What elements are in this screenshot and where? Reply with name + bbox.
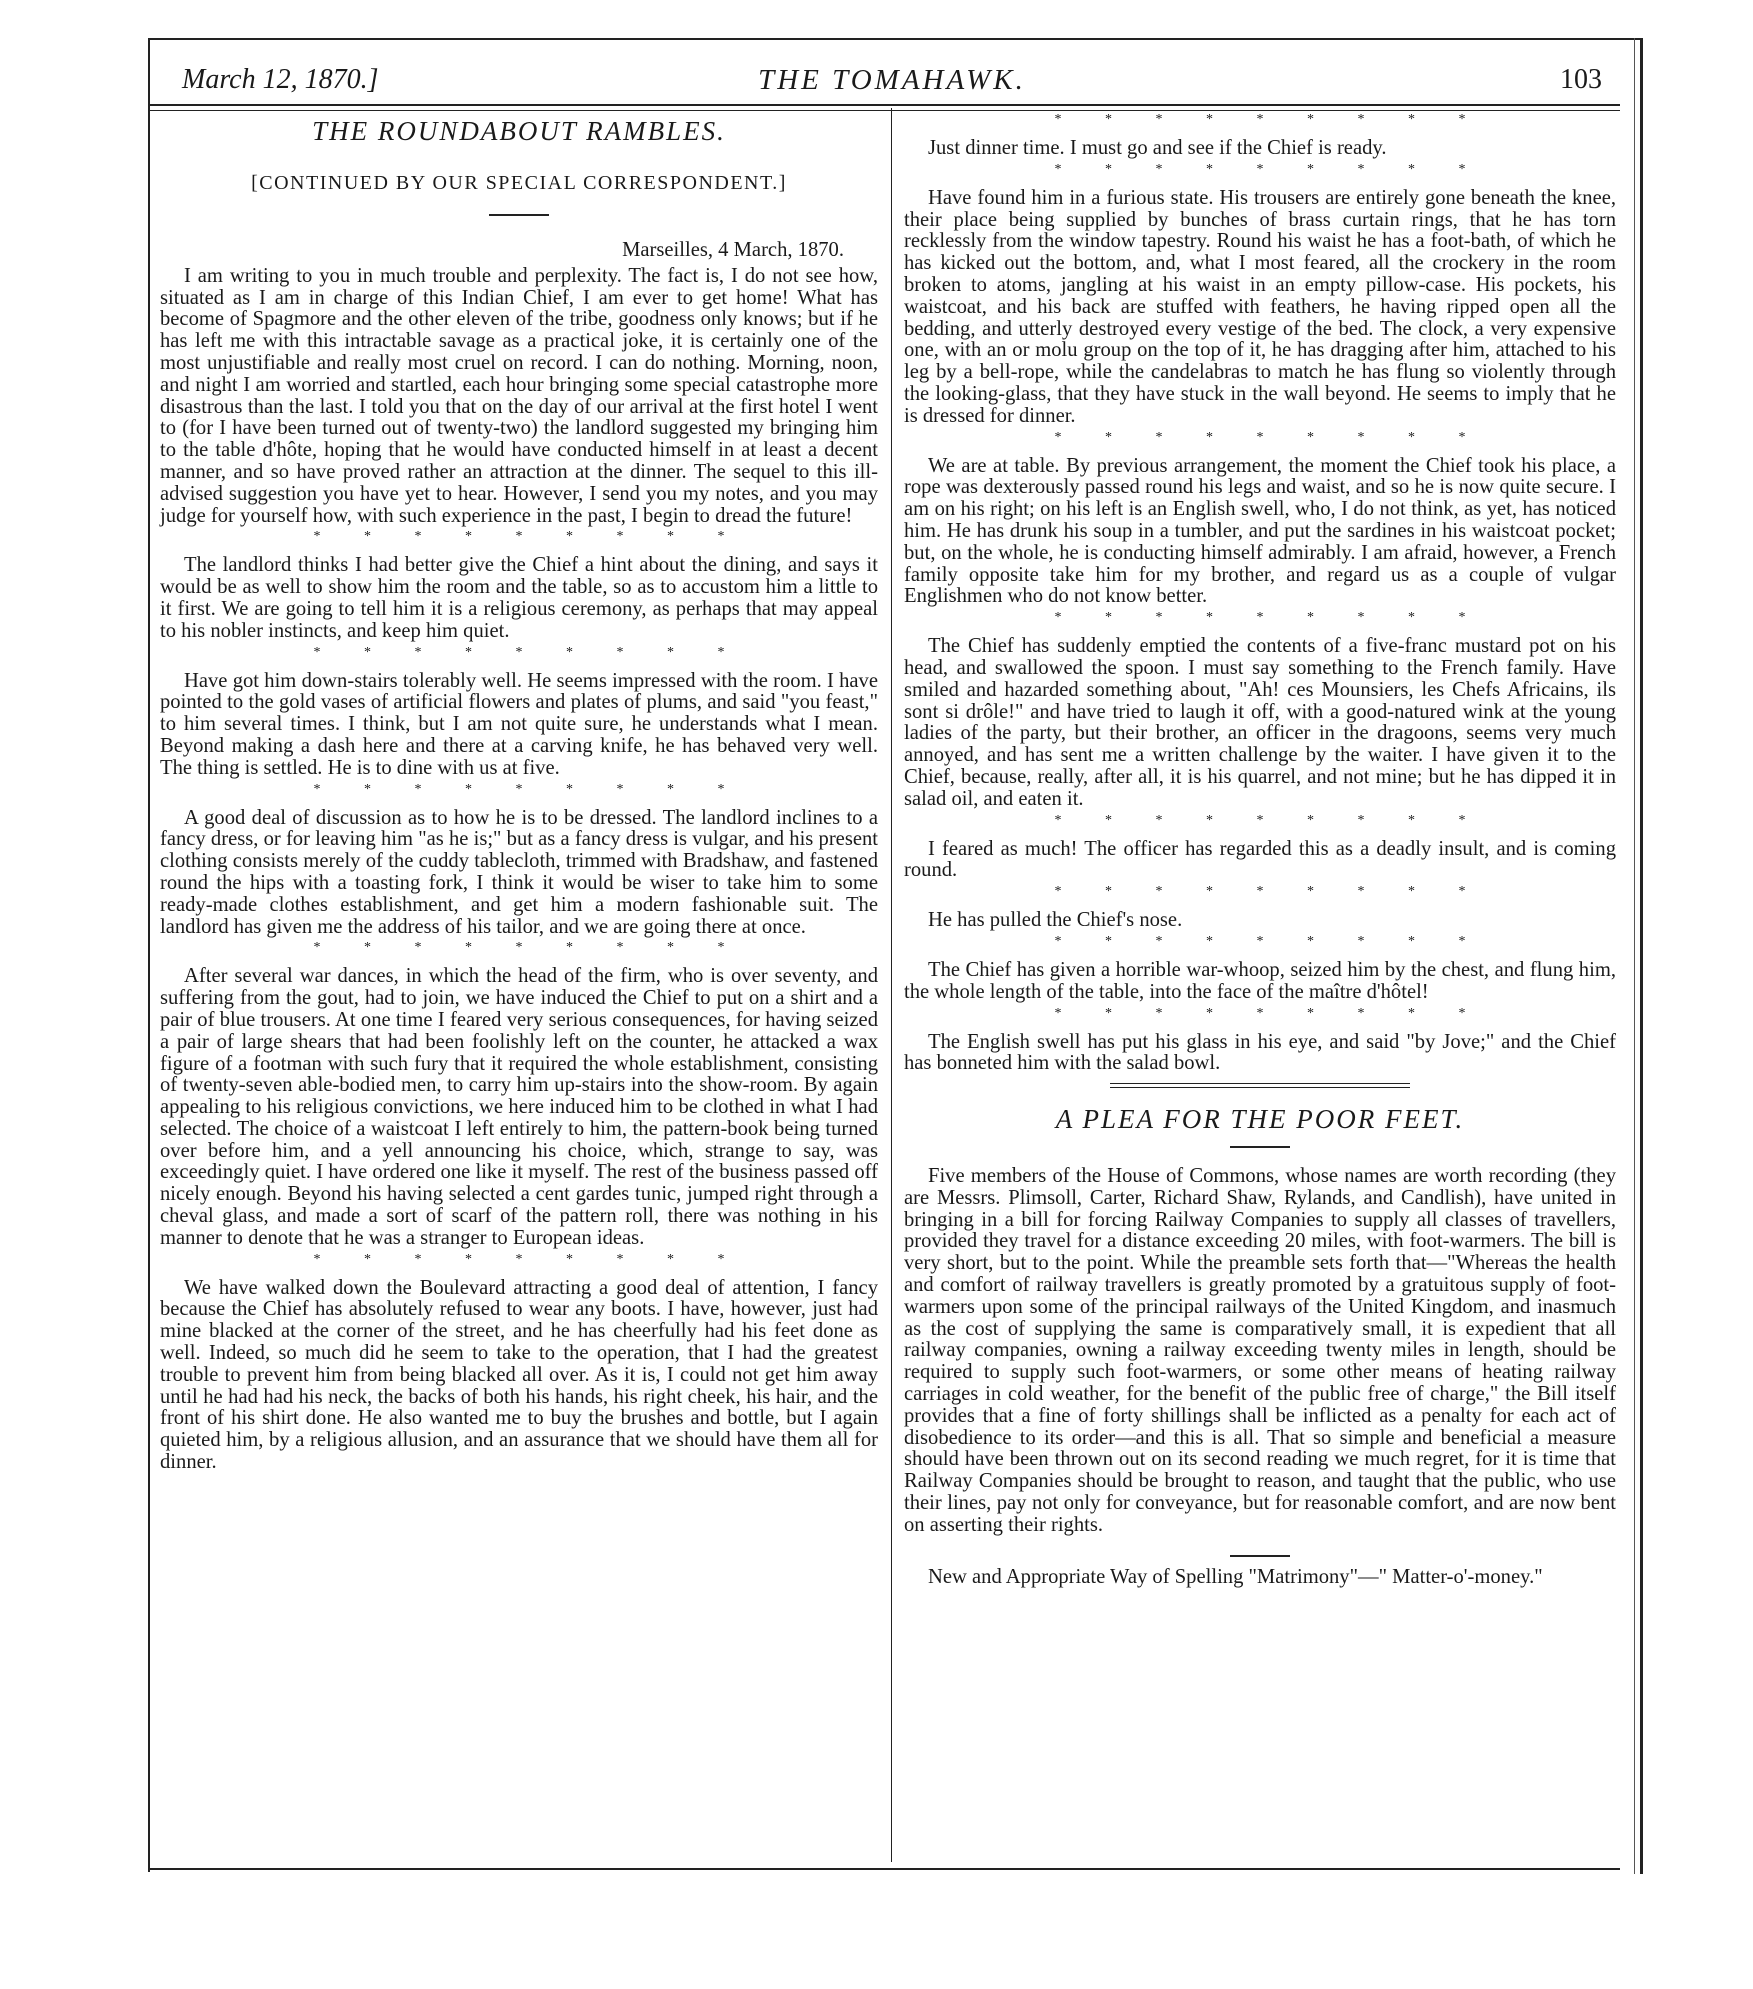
column-divider [891, 108, 892, 1862]
page-header [182, 60, 1602, 100]
masthead: THE TOMAHAWK. [758, 64, 1026, 96]
top-border [148, 38, 1643, 40]
paragraph: We are at table. By previous arrangement, the moment the Chief took his place, a rope was dexterously passed round his legs and waist, and so he is now quite secure. I am on his right; on his left is an English swell, who, I do not think, as yet, has noticed him. He has drunk his soup in a tumbler, and put the sardines in his waistcoat pocket; but, on the whole, he is conducting himself admirably. I am afraid, however, a French family opposite take him for my brother, and regard us as a couple of vulgar Englishmen who do not know better. [904, 454, 1616, 608]
paragraph: Just dinner time. I must go and see if the Chief is ready. [928, 137, 1387, 159]
paragraph: The English swell has put his glass in his eye, and said "by Jove;" and the Chief has bonneted him with the salad bowl. [904, 1030, 1616, 1075]
issue-date: March 12, 1870.] [182, 64, 379, 95]
section-break: * * * * * * * * * [313, 1251, 725, 1267]
paragraph: I am writing to you in much trouble and perplexity. The fact is, I do not see how, situated as I am in charge of this Indian Chief, I am ever to get home! What has become of Spagmore and the other eleven of the tribe, goodness only knows; but if he has left me with this intractable savage as a practical joke, it is certainly one of the most unjustifiable and really most cruel on record. I can do nothing. Morning, noon, and night I am worried and startled, each hour bringing some special catastrophe more disastrous than the last. I told you that on the day of our arrival at the first hotel I went to (for I have been turned out of twenty-two) the landlord suggested my bringing him to the table d'hôte, hoping that he would have conducted himself in at least a decent manner, and so have proved rather an attraction at the dinner. The sequel to this ill-advised suggestion you have yet to hear. However, I send you my notes, and you may judge for yourself how, with such experience in the past, I begin to dread the future! [160, 264, 878, 527]
article-title: A PLEA FOR THE POOR FEET. [1055, 1104, 1465, 1135]
section-break: * * * * * * * * * [1054, 161, 1466, 177]
section-break: * * * * * * * * * [313, 644, 725, 660]
section-break: * * * * * * * * * [1054, 933, 1466, 949]
right-column [904, 110, 1616, 1588]
paragraph: The Chief has given a horrible war-whoop, seized him by the chest, and flung him, the whole length of the table, into the face of the maître d'hôtel! [904, 958, 1616, 1003]
paragraph: He has pulled the Chief's nose. [928, 909, 1183, 932]
article-separator [1110, 1083, 1410, 1088]
left-column [160, 110, 878, 1474]
dateline: Marseilles, 4 March, 1870. [622, 239, 844, 261]
newspaper-page [148, 38, 1643, 1878]
paragraph: The landlord thinks I had better give the Chief a hint about the dining, and says it would be as well to show him the room and the table, so as to accustom him a little to it first. We are going to tell him it is a religious ceremony, as perhaps that may appeal to his nobler instincts, and keep him quiet. [160, 554, 878, 642]
section-break: * * * * * * * * * [1054, 610, 1466, 626]
article-title: THE ROUNDABOUT RAMBLES. [312, 116, 726, 146]
left-border [148, 38, 150, 1872]
article-subtitle: [CONTINUED BY OUR SPECIAL CORRESPONDENT.] [251, 172, 787, 194]
section-break: * * * * * * * * * [1054, 1005, 1466, 1021]
right-inner-border [1634, 38, 1635, 1874]
paragraph: We have walked down the Boulevard attracting a good deal of attention, I fancy because the Chief has absolutely refused to wear any boots. I have, however, just had mine blacked at the corner of the street, and he has cheerfully had his feet done as well. Indeed, so much did he seem to take to the operation, that I had the greatest trouble to prevent him from being blacked all over. As it is, I could not get him away until he had had his neck, the backs of both his hands, his right cheek, his hair, and the front of his shirt done. He also wanted me to buy the brushes and bottle, but I again quieted him, by a religious allusion, and an assurance that we should have them all for dinner. [160, 1276, 878, 1474]
section-break: * * * * * * * * * [313, 781, 725, 797]
paragraph: I feared as much! The officer has regarded this as a deadly insult, and is coming round. [904, 837, 1616, 882]
section-rule [1230, 1555, 1290, 1557]
paragraph: The Chief has suddenly emptied the contents of a five-franc mustard pot on his head, and swallowed the spoon. I must say something to the French family. Have smiled and hazarded something about, "Ah! ces Mounsiers, les Chefs Africains, ils sont si drôle!" and have tried to laugh it off, with a good-natured wink at the young ladies of the party, but their brother, an officer in the dragoons, seems very much annoyed, and has sent me a written challenge by the waiter. I have given it to the Chief, because, really, after all, it is his quarrel, and not mine; but he has dipped it in salad oil, and eaten it. [904, 635, 1616, 810]
paragraph: A good deal of discussion as to how he is to be dressed. The landlord inclines to a fancy dress, or for leaving him "as he is;" but as a fancy dress is vulgar, and his present clothing consists merely of the cuddy tablecloth, trimmed with Bradshaw, and fastened round the hips with a toasting fork, I think it would be wiser to take him to some ready-made clothes establishment, and get him a modern fashionable suit. The landlord has given me the address of his tailor, and we are going there at once. [160, 806, 878, 938]
right-border [1640, 38, 1643, 1874]
section-break: * * * * * * * * * [313, 940, 725, 956]
section-break: * * * * * * * * * [1054, 429, 1466, 445]
section-rule [489, 214, 549, 216]
section-break: * * * * * * * * * [1054, 812, 1466, 828]
paragraph: After several war dances, in which the head of the firm, who is over seventy, and suffering from the gout, had to join, we have induced the Chief to put on a shirt and a pair of blue trousers. At one time I feared very serious consequences, for having seized a pair of large shears that had been foolishly left on the counter, he attacked a wax figure of a footman with such fury that it required the whole establishment, consisting of twenty-seven able-bodied men, to carry him up-stairs into the show-room. By again appealing to his religious convictions, we here induced him to be clothed in what I had selected. The choice of a waistcoat I left entirely to him, the pattern-book being turned over before him, and a yell announcing his choice, which, strange to say, was exceedingly quiet. I have ordered one like it myself. The rest of the business passed off nicely enough. Beyond his having selected a cent gardes tunic, jumped right through a cheval glass, and made a sort of scarf of the pattern roll, there was nothing in his manner to denote that he was a stranger to European ideas. [160, 965, 878, 1249]
section-break: * * * * * * * * * [1054, 884, 1466, 900]
section-rule [1230, 1146, 1290, 1148]
page-number: 103 [1560, 64, 1602, 95]
paragraph: Five members of the House of Commons, whose names are worth recording (they are Messrs. Plimsoll, Carter, Richard Shaw, Rylands, and Candlish), have united in bringing in a bill for forcing Railway Companies to supply all classes of travellers, provided they travel for a distance exceeding 20 miles, with foot-warmers. The bill is very short, but to the point. While the preamble sets forth that—"Whereas the health and comfort of railway travellers is greatly promoted by a gratuitous supply of foot-warmers upon some of the principal railways of the United Kingdom, and inasmuch as the cost of supplying the same is comparatively small, it is expedient that all railway companies, owning a railway exceeding twenty miles in length, should be required to supply such foot-warmers, or some other means of heating railway carriages in cold weather, for the benefit of the public free of charge," the Bill itself provides that a fine of forty shillings shall be inflicted as a penalty for each act of disobedience to its order—and this is all. That so simple and beneficial a measure should have been thrown out on its second reading we much regret, for it is time that Railway Companies should be brought to reason, and taught that the public, who use their lines, pay not only for conveyance, but for reasonable comfort, and are now bent on asserting their rights. [904, 1165, 1616, 1536]
section-break: * * * * * * * * * [1054, 112, 1466, 127]
paragraph: New and Appropriate Way of Spelling "Matrimony"—" Matter-o'-money." [928, 1565, 1543, 1588]
section-break: * * * * * * * * * [313, 529, 725, 545]
paragraph: Have found him in a furious state. His trousers are entirely gone beneath the knee, their place being supplied by bunches of brass curtain rings, that he has torn recklessly from the window tapestry. Round his waist he has a foot-bath, of which he has kicked out the bottom, and, what I most feared, all the crockery in the room broken to atoms, jangling at his waist in an empty pillow-case. His pockets, his waistcoat, and his back are stuffed with feathers, he having ripped open all the bedding, and utterly destroyed every vestige of the bed. The clock, a very expensive one, with an or molu group on the top of it, he has dragging after him, attached to his leg by a bell-rope, while the candelabras to match he has flung so violently through the looking-glass, that they have stuck in the wall beyond. He seems to imply that he is dressed for dinner. [904, 186, 1616, 427]
bottom-rule [148, 1868, 1620, 1870]
paragraph: Have got him down-stairs tolerably well. He seems impressed with the room. I have pointed to the gold vases of artificial flowers and plates of plums, and said "you feast," to him several times. I think, but I am not quite sure, he understands what I mean. Beyond making a dash here and there at a carving knife, he has behaved very well. The thing is settled. He is to dine with us at five. [160, 669, 878, 779]
header-rule [148, 104, 1620, 106]
